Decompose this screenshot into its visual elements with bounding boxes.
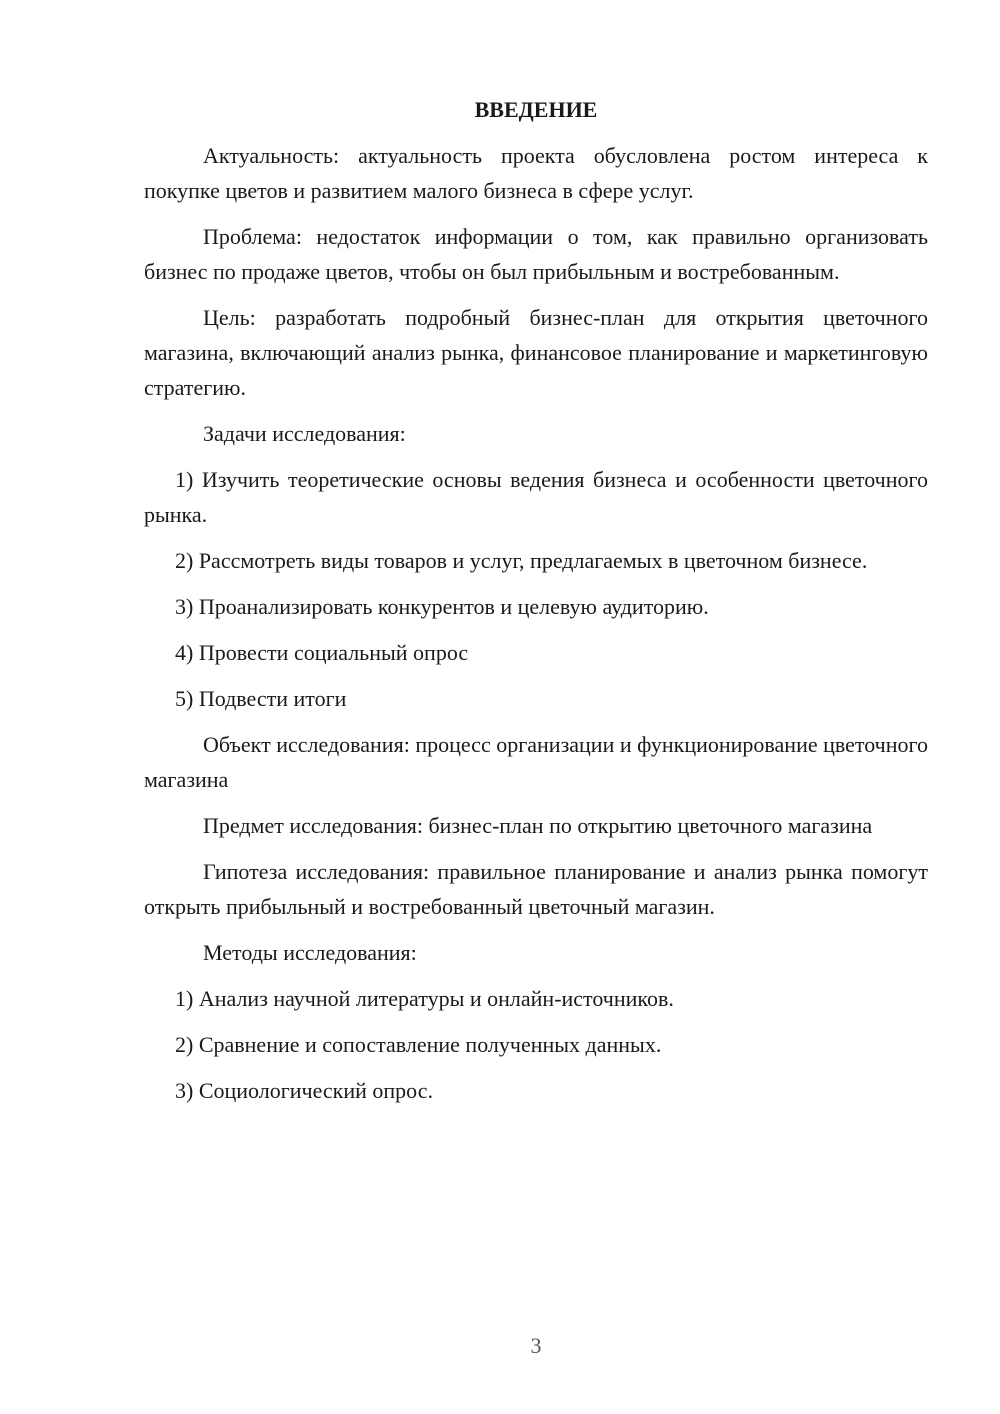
methods-heading: Методы исследования:	[203, 940, 417, 965]
task-item: 1) Изучить теоретические основы ведения бизнеса и особенности цветочного рынка.	[144, 467, 928, 527]
section-title: ВВЕДЕНИЕ	[474, 97, 598, 122]
method-item: 2) Сравнение и сопоставление полученных данных.	[175, 1032, 662, 1057]
goal-paragraph: Цель: разработать подробный бизнес-план для открытия цветочного магазина, включающий анализ рынка, финансовое планирование и маркетинговую стратегию.	[144, 305, 928, 400]
task-item: 4) Провести социальный опрос	[175, 640, 469, 665]
task-item: 2) Рассмотреть виды товаров и услуг, предлагаемых в цветочном бизнесе.	[175, 548, 868, 573]
method-item: 3) Социологический опрос.	[175, 1078, 433, 1103]
problem-paragraph: Проблема: недостаток информации о том, как правильно организовать бизнес по продаже цветов, чтобы он был прибыльным и востребованным.	[144, 224, 928, 284]
hypothesis-paragraph: Гипотеза исследования: правильное планирование и анализ рынка помогут открыть прибыльный и востребованный цветочный магазин.	[144, 859, 928, 919]
method-item: 1) Анализ научной литературы и онлайн-источников.	[175, 986, 674, 1011]
task-item: 3) Проанализировать конкурентов и целевую аудиторию.	[175, 594, 709, 619]
document-page	[144, 92, 928, 1119]
relevance-paragraph: Актуальность: актуальность проекта обусловлена ростом интереса к покупке цветов и развитием малого бизнеса в сфере услуг.	[144, 143, 928, 203]
page-number: 3	[530, 1333, 542, 1358]
task-item: 5) Подвести итоги	[175, 686, 347, 711]
subject-paragraph: Предмет исследования: бизнес-план по открытию цветочного магазина	[203, 813, 873, 838]
object-paragraph: Объект исследования: процесс организации и функционирование цветочного магазина	[144, 732, 928, 792]
tasks-heading: Задачи исследования:	[203, 421, 406, 446]
